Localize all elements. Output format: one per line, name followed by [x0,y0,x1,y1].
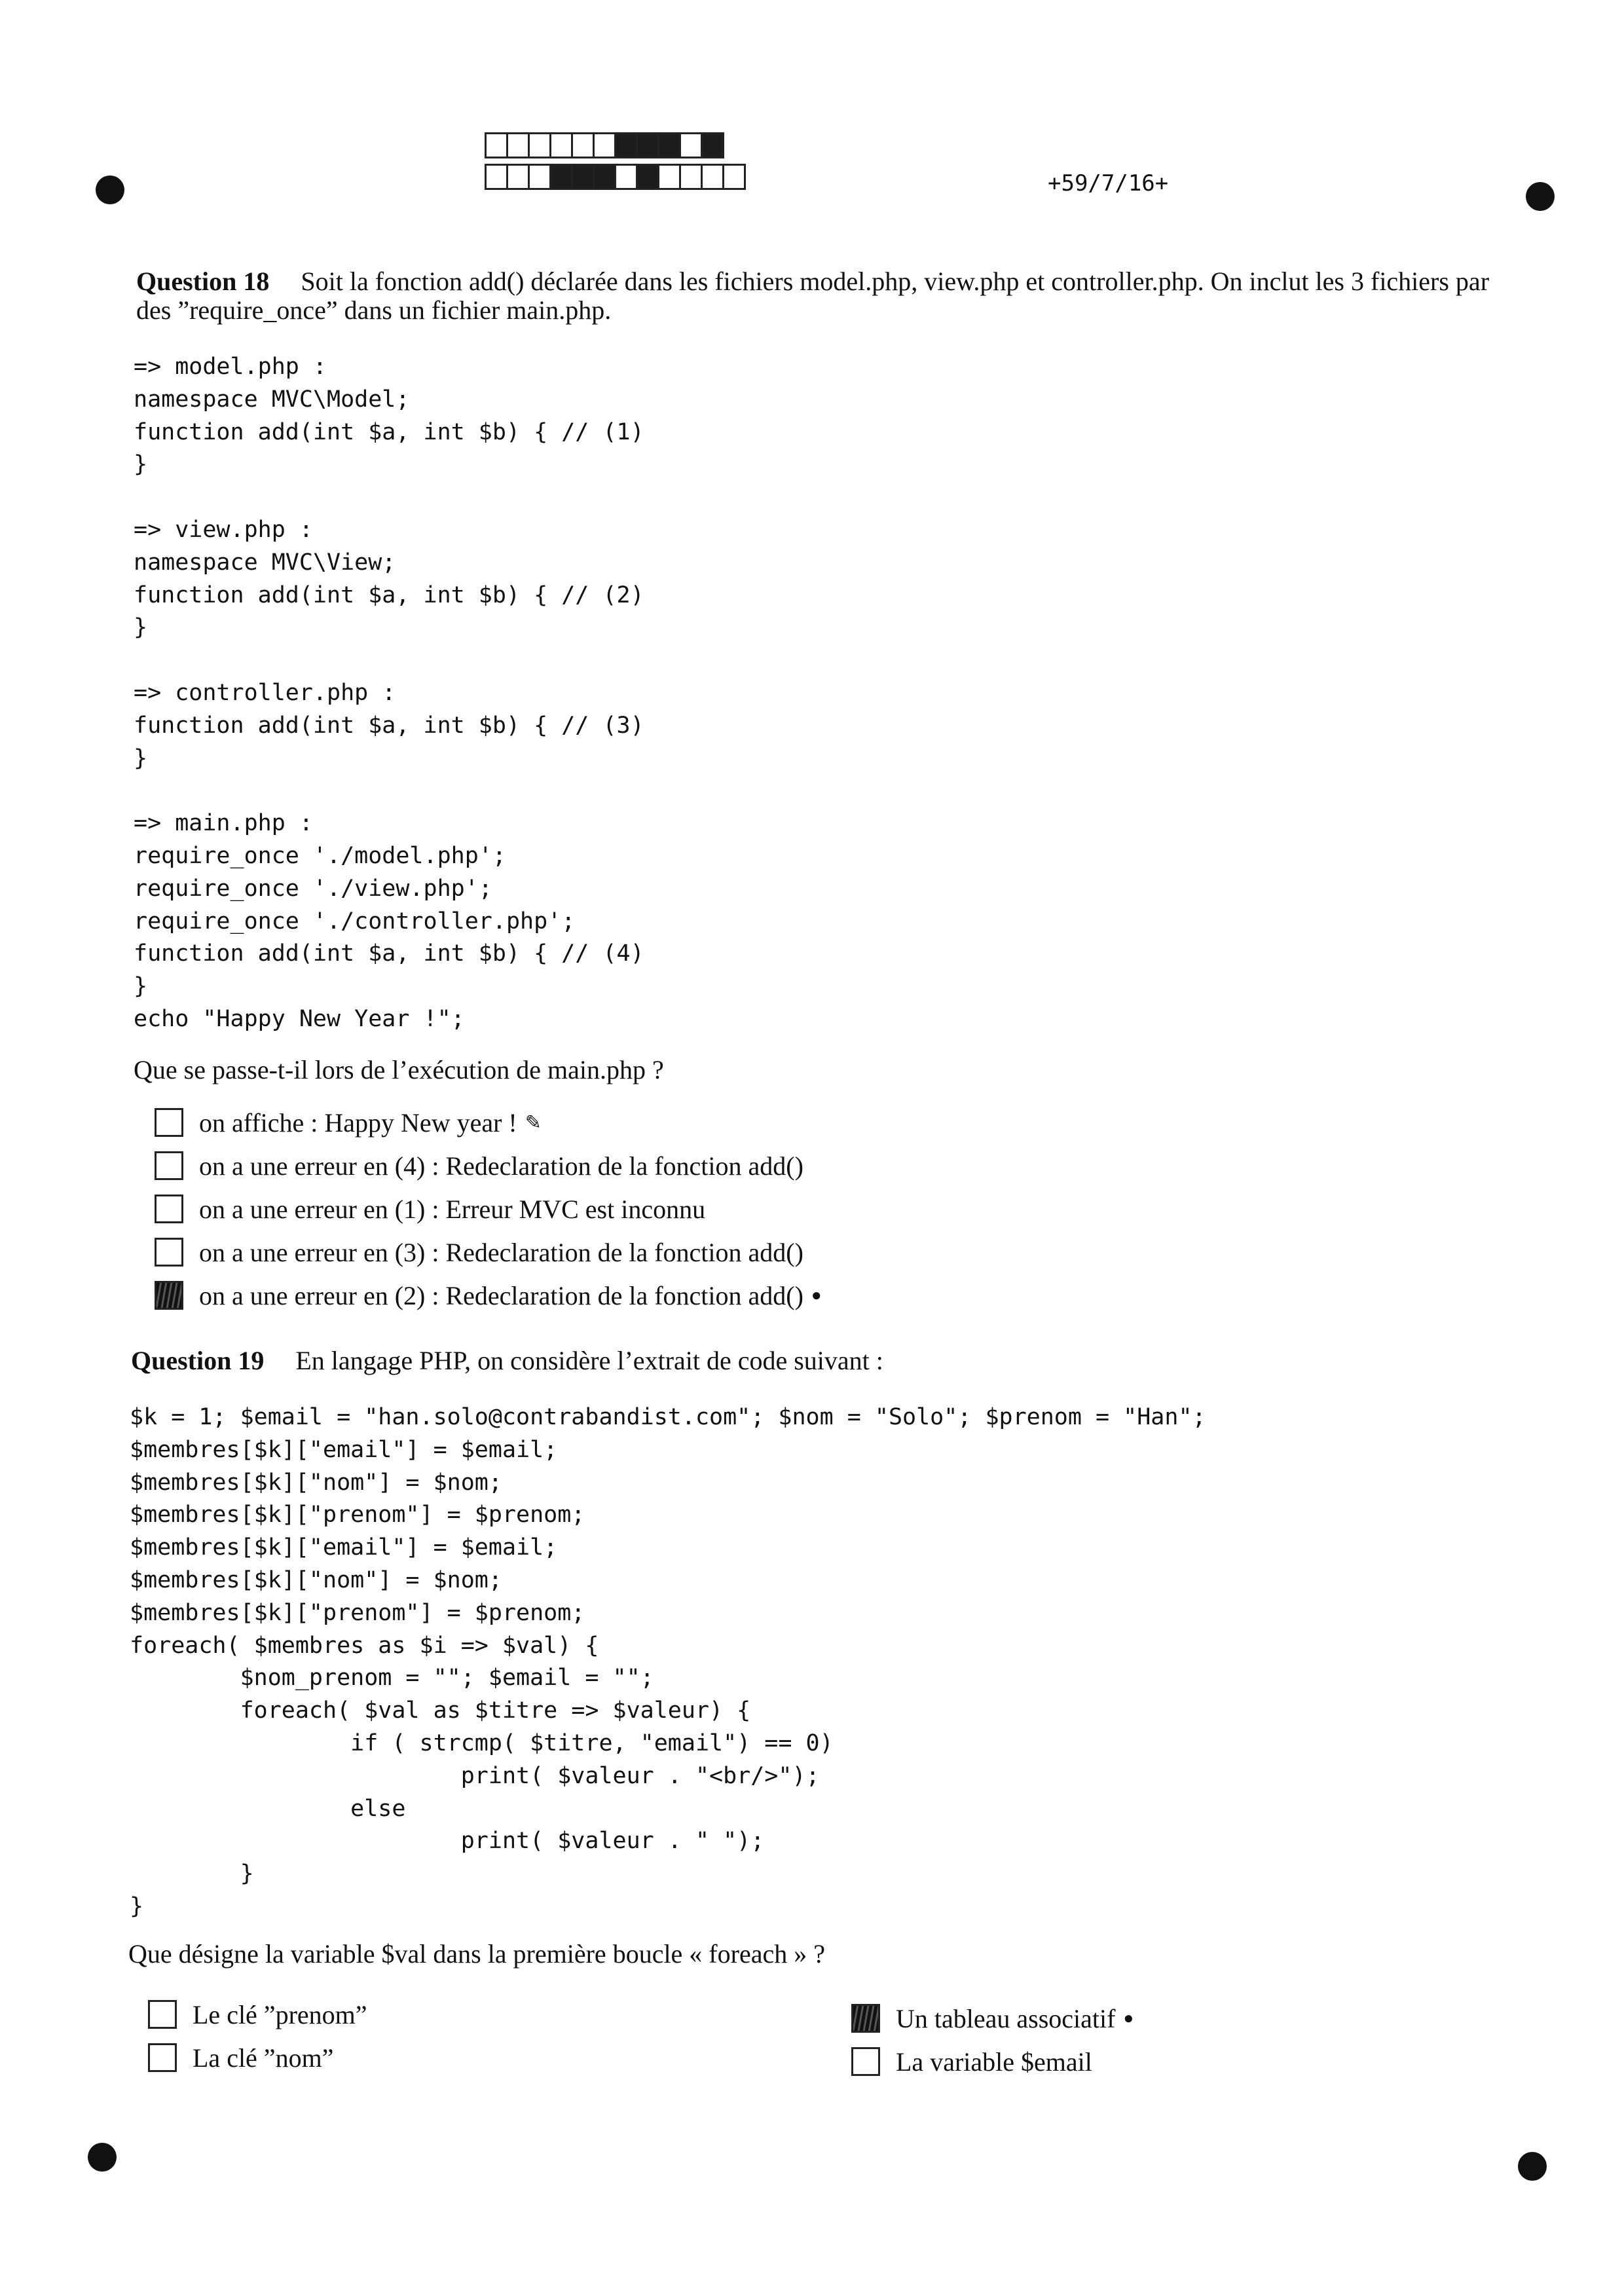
barcode-cell [593,132,616,158]
question-19-text: En langage PHP, on considère l’extrait de code suivant : [295,1346,883,1375]
barcode-cell [657,132,681,158]
q19-option-4-checkbox[interactable] [851,2047,880,2076]
q18-option-3-label: on a une erreur en (1) : Erreur MVC est inconnu [199,1194,706,1224]
q19-option-1[interactable] [148,1997,367,2031]
barcode-cell [701,132,724,158]
question-18-label: Question 18 [136,267,270,296]
q19-option-3-label: Un tableau associatif [896,2003,1116,2033]
q19-option-1-label: Le clé ”prenom” [193,1999,367,2029]
q18-option-5[interactable] [155,1278,822,1312]
q18-option-5-label: on a une erreur en (2) : Redeclaration de la fonction add() [199,1280,803,1310]
barcode-cell [679,132,703,158]
question-19-label: Question 19 [131,1346,265,1375]
q18-option-4-checkbox[interactable] [155,1238,183,1267]
barcode-cell [571,164,595,190]
pen-mark-icon: ✎ [525,1111,542,1134]
q18-option-1[interactable] [155,1105,542,1139]
q19-option-4[interactable] [851,2045,1092,2079]
q19-option-2-checkbox[interactable] [148,2043,177,2072]
question-18-header [136,267,1524,325]
barcode-cell [549,164,573,190]
barcode-cell [528,164,551,190]
barcode-cell [701,164,724,190]
barcode-cell [485,132,508,158]
q18-option-4-label: on a une erreur en (3) : Redeclaration de la fonction add() [199,1237,803,1267]
q19-option-3[interactable] [851,2001,1134,2035]
question-19-code: $k = 1; $email = "han.solo@contrabandist.com"; $nom = "Solo"; $prenom = "Han"; $membres[$k]["email"] = $email; $membres[$k]["nom"] = $nom; $membres[$k]["prenom"] = $prenom; $membres[$k]["email"] = $email; $membres[$k]["nom"] = $nom; $membres[$k]["prenom"] = $prenom; foreach( $membres as $i => $val) { $nom_prenom = ""; $email = ""; foreach( $val as $titre => $valeur) { if ( strcmp( $titre, "email") == 0) print( $valeur . "<br/>"); else print( $valeur . " "); } } [130,1404,1206,1919]
barcode-top [485,132,722,158]
question-18-text: Soit la fonction add() déclarée dans les fichiers model.php, view.php et controller.php. On inclut les 3 fichiers par des ”require_once” dans un fichier main.php. [136,267,1490,325]
barcode-cell [614,164,638,190]
registration-mark-bottom-left [88,2143,117,2172]
question-19-prompt: Que désigne la variable $val dans la première boucle « foreach » ? [128,1939,825,1969]
question-19-header [131,1346,1519,1375]
barcode-cell [593,164,616,190]
barcode-cell [506,164,530,190]
registration-mark-bottom-right [1518,2152,1547,2181]
barcode-bottom [485,164,744,190]
barcode-cell [571,132,595,158]
q19-option-4-label: La variable $email [896,2046,1092,2077]
q18-option-2-label: on a une erreur en (4) : Redeclaration de la fonction add() [199,1151,803,1181]
q19-option-2-label: La clé ”nom” [193,2043,334,2073]
registration-mark-top-right [1526,182,1555,211]
page-id: +59/7/16+ [1048,170,1169,196]
dot-mark-icon: ● [811,1286,822,1305]
barcode-cell [657,164,681,190]
barcode-cell [722,164,746,190]
barcode-cell [485,164,508,190]
registration-mark-top-left [96,176,124,204]
q19-option-3-checkbox-checked[interactable] [851,2004,880,2033]
question-18-code: => model.php : namespace MVC\Model; function add(int $a, int $b) { // (1) } => view.php : namespace MVC\View; function add(int $a, int $b) { // (2) } => controller.php : function add(int $a, int $b) { // (3) } => main.php : require_once './model.php'; require_once './view.php'; require_once './controller.php'; function add(int $a, int $b) { // (4) } echo "Happy New Year !"; [134,354,644,1032]
q18-option-1-label: on affiche : Happy New year ! [199,1107,517,1138]
q18-option-5-checkbox-checked[interactable] [155,1281,183,1310]
barcode-cell [549,132,573,158]
q18-option-4[interactable] [155,1235,803,1269]
question-18-prompt: Que se passe-t-il lors de l’exécution de main.php ? [134,1055,664,1084]
q18-option-1-checkbox[interactable] [155,1108,183,1137]
q19-option-2[interactable] [148,2041,333,2075]
q18-option-3-checkbox[interactable] [155,1194,183,1223]
barcode-cell [614,132,638,158]
q18-option-2[interactable] [155,1149,803,1183]
q18-option-2-checkbox[interactable] [155,1151,183,1180]
barcode-cell [528,132,551,158]
barcode-cell [679,164,703,190]
barcode-cell [636,132,659,158]
q18-option-3[interactable] [155,1192,705,1226]
barcode-cell [636,164,659,190]
dot-mark-icon: ● [1123,2009,1134,2028]
barcode-cell [506,132,530,158]
q19-option-1-checkbox[interactable] [148,2000,177,2029]
